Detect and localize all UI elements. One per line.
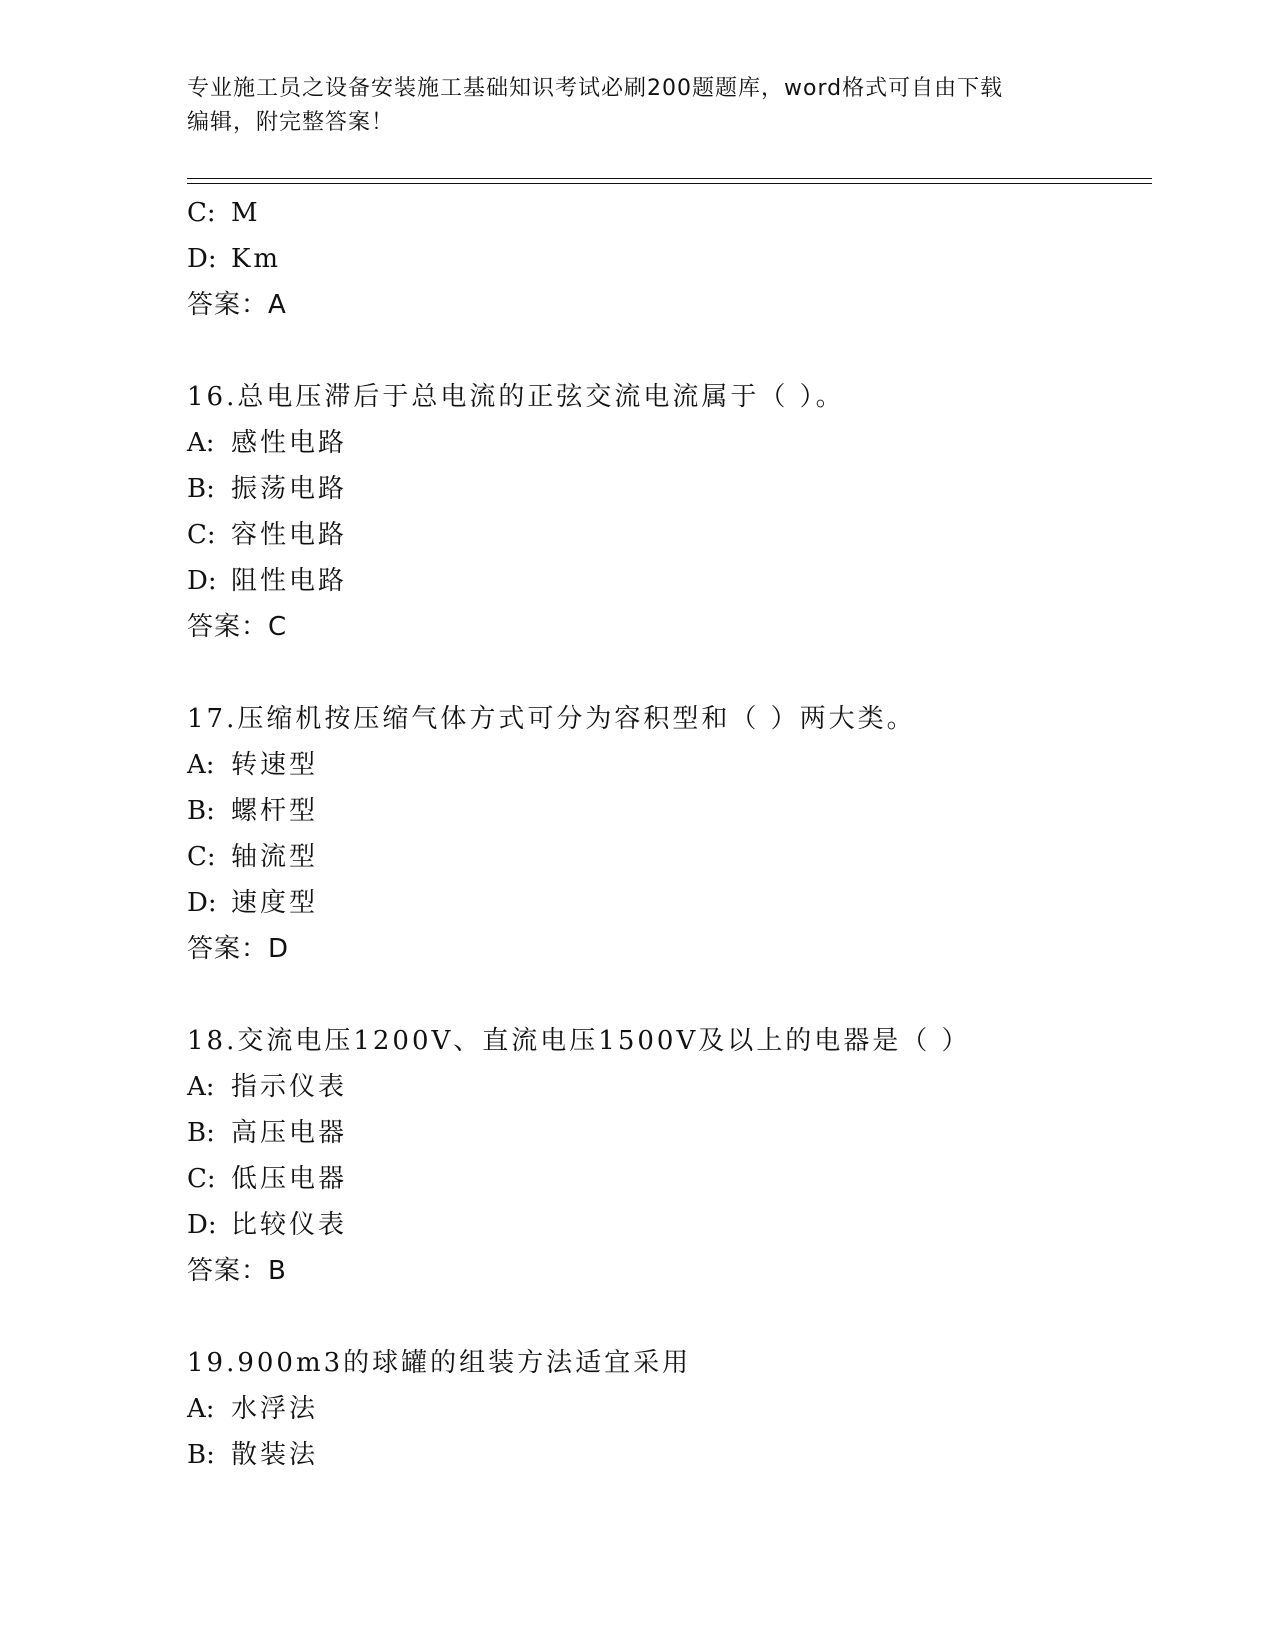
option-key: D: bbox=[187, 244, 217, 274]
question-spacer bbox=[187, 650, 1147, 696]
option-text: 感性电路 bbox=[231, 428, 348, 458]
option-row bbox=[187, 788, 1147, 834]
option-text: 比较仪表 bbox=[231, 1210, 348, 1240]
option-text: 水浮法 bbox=[231, 1394, 319, 1424]
option-row bbox=[187, 466, 1147, 512]
option-key: D: bbox=[187, 888, 217, 918]
question-list bbox=[187, 190, 1147, 1478]
question-stem: 17.压缩机按压缩气体方式可分为容积型和（ ）两大类。 bbox=[187, 704, 916, 734]
option-row bbox=[187, 1064, 1147, 1110]
option-row bbox=[187, 834, 1147, 880]
answer-line: 答案：A bbox=[187, 290, 287, 320]
header-divider-bottom bbox=[187, 183, 1152, 184]
option-text: 振荡电路 bbox=[231, 474, 348, 504]
answer-line: 答案：B bbox=[187, 1256, 287, 1286]
question-stem: 18.交流电压1200V、直流电压1500V及以上的电器是（ ） bbox=[187, 1026, 971, 1056]
option-row bbox=[187, 1156, 1147, 1202]
document-header bbox=[187, 72, 1087, 140]
option-row bbox=[187, 880, 1147, 926]
option-row bbox=[187, 1202, 1147, 1248]
option-key: B: bbox=[187, 1440, 215, 1470]
option-text: M bbox=[231, 198, 261, 228]
option-key: A: bbox=[187, 1394, 215, 1424]
header-title-line-1: 专业施工员之设备安装施工基础知识考试必刷200题题库，word格式可自由下载 bbox=[187, 76, 1004, 101]
option-key: C: bbox=[187, 520, 216, 550]
option-text: 低压电器 bbox=[231, 1164, 348, 1194]
option-text: 高压电器 bbox=[231, 1118, 348, 1148]
answer-line: 答案：C bbox=[187, 612, 288, 642]
option-key: B: bbox=[187, 474, 215, 504]
option-text: Km bbox=[231, 244, 282, 274]
option-text: 容性电路 bbox=[231, 520, 348, 550]
option-key: B: bbox=[187, 796, 215, 826]
option-row bbox=[187, 742, 1147, 788]
option-key: C: bbox=[187, 842, 216, 872]
option-text: 速度型 bbox=[231, 888, 319, 918]
option-row bbox=[187, 1386, 1147, 1432]
option-key: B: bbox=[187, 1118, 215, 1148]
option-text: 轴流型 bbox=[231, 842, 319, 872]
option-text: 阻性电路 bbox=[231, 566, 348, 596]
option-key: C: bbox=[187, 198, 216, 228]
question-spacer bbox=[187, 972, 1147, 1018]
option-key: D: bbox=[187, 566, 217, 596]
option-row bbox=[187, 1110, 1147, 1156]
option-text: 散装法 bbox=[231, 1440, 319, 1470]
option-text: 螺杆型 bbox=[231, 796, 319, 826]
option-row bbox=[187, 558, 1147, 604]
option-text: 指示仪表 bbox=[231, 1072, 348, 1102]
option-key: A: bbox=[187, 1072, 215, 1102]
question-spacer bbox=[187, 1294, 1147, 1340]
option-key: A: bbox=[187, 428, 215, 458]
question-stem: 19.900m3的球罐的组装方法适宜采用 bbox=[187, 1348, 692, 1378]
answer-line: 答案：D bbox=[187, 934, 290, 964]
header-title-line-2: 编辑，附完整答案！ bbox=[187, 110, 395, 135]
option-row bbox=[187, 1432, 1147, 1478]
option-text: 转速型 bbox=[231, 750, 319, 780]
question-spacer bbox=[187, 328, 1147, 374]
header-divider-top bbox=[187, 178, 1152, 179]
option-row bbox=[187, 190, 1147, 236]
option-row bbox=[187, 420, 1147, 466]
option-row bbox=[187, 512, 1147, 558]
option-key: D: bbox=[187, 1210, 217, 1240]
option-key: C: bbox=[187, 1164, 216, 1194]
option-row bbox=[187, 236, 1147, 282]
question-stem: 16.总电压滞后于总电流的正弦交流电流属于（ ）。 bbox=[187, 382, 845, 412]
option-key: A: bbox=[187, 750, 215, 780]
